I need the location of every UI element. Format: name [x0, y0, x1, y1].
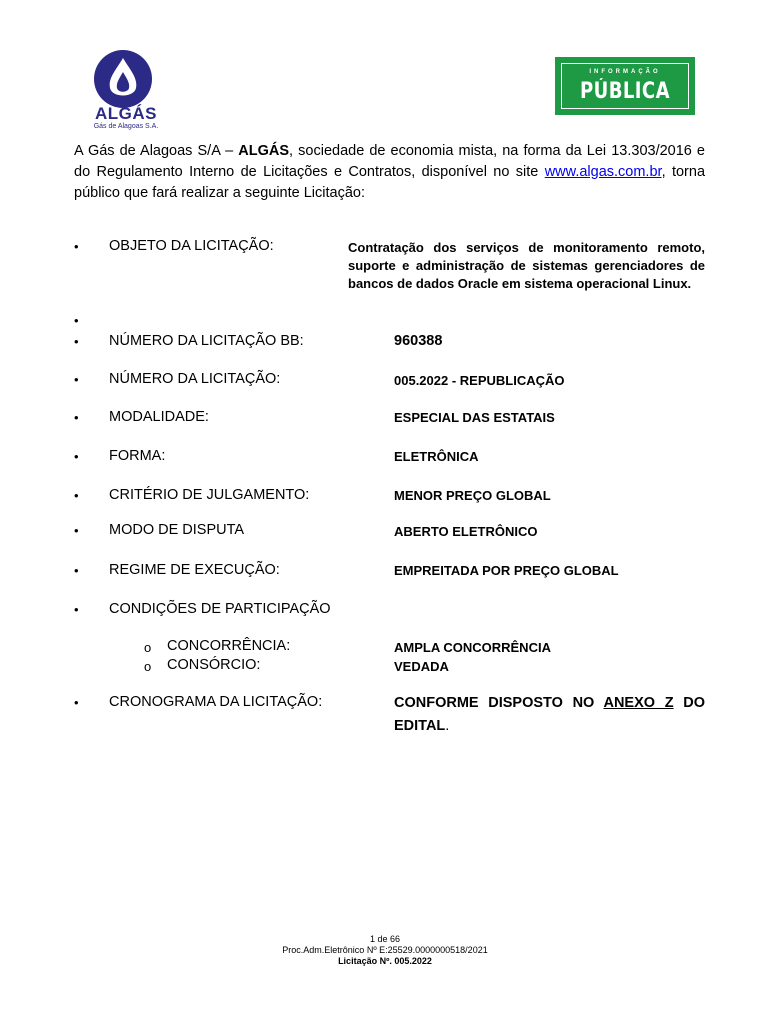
sub-bullet-icon: o	[144, 640, 152, 655]
site-link[interactable]: www.algas.com.br	[544, 164, 662, 180]
cronograma-value-end: .	[445, 718, 450, 734]
intro-text-3: , torna público que fará realizar a seguinte Licitação:	[74, 164, 706, 201]
bullet-icon: •	[74, 563, 79, 578]
sub-bullet-icon: o	[144, 659, 152, 674]
numero-bb-value: 960388	[394, 333, 443, 349]
intro-company: ALGÁS	[238, 143, 290, 159]
modo-label: MODO DE DISPUTA	[109, 522, 245, 538]
flame-icon	[94, 50, 152, 108]
regime-value: EMPREITADA POR PREÇO GLOBAL	[394, 563, 619, 578]
algas-logo	[86, 46, 166, 134]
public-information-badge	[555, 57, 695, 115]
bullet-icon: •	[74, 695, 79, 710]
licitacao-footer-label: Licitação Nº.	[338, 956, 392, 966]
anexo-z-reference: ANEXO Z	[603, 695, 674, 711]
cronograma-label: CRONOGRAMA DA LICITAÇÃO:	[109, 694, 323, 710]
numero-label: NÚMERO DA LICITAÇÃO:	[109, 371, 281, 387]
intro-paragraph	[74, 141, 705, 204]
licitacao-footer	[0, 956, 770, 966]
modo-value: ABERTO ELETRÔNICO	[394, 524, 538, 539]
bullet-icon: •	[74, 313, 79, 328]
bullet-icon: •	[74, 523, 79, 538]
process-number: Proc.Adm.Eletrônico Nº E:25529.0000000518/2021	[282, 945, 488, 955]
forma-value: ELETRÔNICA	[394, 449, 479, 464]
intro-text-2: , sociedade de economia mista, na forma da Lei 13.303/2016 e do Regulamento Interno de Licitações e Contratos, disponível no site	[74, 143, 705, 180]
concorrencia-value: AMPLA CONCORRÊNCIA	[394, 640, 551, 655]
consorcio-value: VEDADA	[394, 659, 449, 674]
cronograma-value	[394, 692, 705, 738]
logo-subtitle: Gás de Alagoas S.A.	[93, 123, 159, 130]
bullet-icon: •	[74, 488, 79, 503]
objeto-label: OBJETO DA LICITAÇÃO:	[109, 238, 274, 254]
modalidade-label: MODALIDADE:	[109, 409, 209, 425]
bullet-icon: •	[74, 372, 79, 387]
cronograma-value-post: DO EDITAL	[394, 695, 706, 734]
numero-bb-label: NÚMERO DA LICITAÇÃO BB:	[109, 333, 304, 349]
condicoes-label: CONDIÇÕES DE PARTICIPAÇÃO	[109, 601, 331, 617]
badge-main-text: PÚBLICA	[580, 79, 670, 104]
bullet-icon: •	[74, 239, 79, 254]
cronograma-value-pre: CONFORME DISPOSTO NO	[394, 695, 604, 711]
bullet-icon: •	[74, 449, 79, 464]
consorcio-label: CONSÓRCIO:	[167, 657, 261, 673]
badge-top-text: INFORMAÇÃO	[589, 69, 661, 75]
page-number: 1 de 66	[369, 934, 401, 944]
intro-text-1: A Gás de Alagoas S/A –	[74, 143, 239, 159]
numero-value: 005.2022 - REPUBLICAÇÃO	[394, 373, 565, 388]
logo-name: ALGÁS	[95, 104, 157, 123]
bullet-icon: •	[74, 334, 79, 349]
criterio-label: CRITÉRIO DE JULGAMENTO:	[109, 487, 310, 503]
bullet-icon: •	[74, 410, 79, 425]
modalidade-value: ESPECIAL DAS ESTATAIS	[394, 410, 555, 425]
forma-label: FORMA:	[109, 448, 166, 464]
bullet-icon: •	[74, 602, 79, 617]
regime-label: REGIME DE EXECUÇÃO:	[109, 562, 280, 578]
criterio-value: MENOR PREÇO GLOBAL	[394, 488, 551, 503]
concorrencia-label: CONCORRÊNCIA:	[167, 638, 291, 654]
licitacao-footer-number: 005.2022	[394, 956, 432, 966]
objeto-value: Contratação dos serviços de monitoramento remoto, suporte e administração de sistemas gerenciadores de bancos de dados Oracle em sistema operacional Linux.	[348, 240, 705, 291]
